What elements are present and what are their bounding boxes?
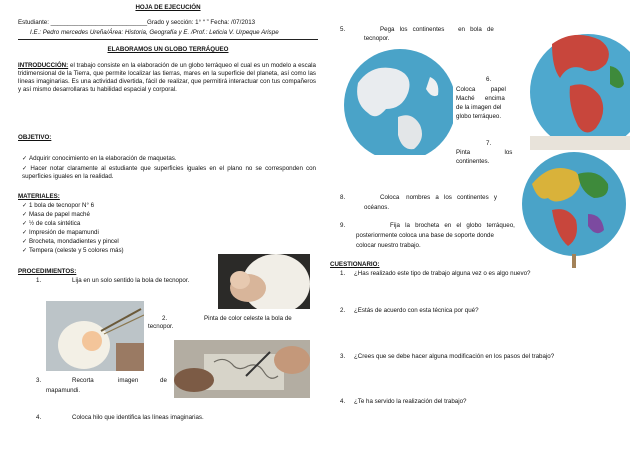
photo-finished-globe: [518, 150, 630, 272]
step-text: de: [160, 377, 167, 384]
activity-title: ELABORAMOS UN GLOBO TERRÁQUEO: [107, 46, 229, 53]
introduction-text: el trabajo consiste en la elaboración de un globo terráqueo el cual es un modelo a escala tridimensional de la Tierra, que permite localizar las tierras, mares en la superficie del planeta, así como las líneas imaginarias. Es una actividad divertida, fácil de realizar, que permitirá interactuar con tus compañeros y así mismo desarrollaras tu habilidad espacial y corporal.: [18, 62, 316, 93]
material-item: ✓ Masa de papel maché: [22, 211, 90, 220]
header-divider: [18, 39, 318, 40]
objective-item: ✓ Adquirir conocimiento en la elaboración de maquetas.: [22, 155, 314, 163]
question-text: ¿Te ha servido la realización del trabajo?: [354, 398, 467, 405]
objectives-label: OBJETIVO:: [18, 134, 52, 141]
step-number: 2.: [162, 315, 168, 322]
step-text: Coloca papel: [456, 86, 506, 93]
step-text: Recorta: [72, 377, 94, 384]
material-item: ✓ Tempera (celeste y 5 colores más): [22, 247, 124, 256]
step-text: mapamundi.: [46, 387, 81, 394]
step-number: 8.: [340, 194, 346, 201]
step-text: continentes.: [456, 158, 490, 165]
material-item: ✓ ½ de cola sintética: [22, 220, 80, 229]
step-number: 4.: [36, 414, 42, 421]
question-number: 1.: [340, 270, 346, 277]
question-number: 2.: [340, 307, 346, 314]
questionnaire-label: CUESTIONARIO:: [330, 261, 380, 268]
page-title: HOJA DE EJECUCIÓN: [135, 4, 201, 11]
question-text: ¿Has realizado este tipo de trabajo alguna vez o es algo nuevo?: [354, 270, 531, 277]
step-text: colocar nuestro trabajo.: [356, 242, 421, 249]
step-number: 5.: [340, 26, 346, 33]
photo-sanding-ball: [218, 254, 310, 309]
photo-painting-ball: [46, 301, 144, 371]
materials-label: MATERIALES:: [18, 193, 60, 200]
question-number: 4.: [340, 398, 346, 405]
step-number: 7.: [486, 140, 492, 147]
step-number: 1.: [36, 277, 42, 284]
material-item: ✓ Brocheta, mondadientes y pincel: [22, 238, 119, 247]
step-number: 3.: [36, 377, 42, 384]
step-number: 6.: [486, 76, 492, 83]
step-text: tecnopor.: [364, 35, 390, 42]
material-item: ✓ 1 bola de tecnopor N° 6: [22, 202, 94, 211]
step-text: posteriormente coloca una base de soporte donde: [356, 232, 494, 239]
photo-cutting-map: [174, 340, 310, 398]
step-text: Pinta los: [456, 149, 513, 156]
introduction-paragraph: [18, 62, 316, 94]
question-number: 3.: [340, 353, 346, 360]
step-text: océanos.: [364, 204, 390, 211]
step-number: 9.: [340, 222, 346, 229]
step-text: imagen: [118, 377, 139, 384]
question-text: ¿Estás de acuerdo con esta técnica por qué?: [354, 307, 479, 314]
step-text: Lija en un solo sentido la bola de tecnopor.: [72, 277, 190, 284]
step-text: Fija la brocheta en el globo terráqueo,: [390, 222, 515, 229]
photo-globe-papier-mache: [338, 47, 453, 155]
objective-item: ✓ Hacer notar claramente al estudiante que superficies iguales en el plano no se corresponden con superficies iguales en la realidad.: [22, 165, 316, 181]
introduction-label: INTRODUCCIÓN:: [18, 62, 69, 69]
student-info-line: Estudiante: ____________________________Grado y sección: 1° “ ” Fecha: /07/2013: [18, 19, 256, 26]
photo-globe-painted-continents: [530, 26, 630, 158]
procedures-label: PROCEDIMIENTOS:: [18, 268, 77, 275]
step-text: de la imagen del: [456, 104, 502, 111]
step-text: Coloca hilo que identifica las líneas imaginarias.: [72, 414, 204, 421]
school-info-line: I.E.: Pedro mercedes Ureña/Área: Historia, Geografía y E. /Prof.: Leticia V. Urpeque Arispe: [30, 29, 279, 36]
step-text: Coloca nombres a los continentes y: [380, 194, 497, 201]
step-text: Pega los continentes en bola de: [380, 26, 494, 33]
step-text: globo terráqueo.: [456, 113, 502, 120]
material-item: ✓ Impresión de mapamundi: [22, 229, 99, 238]
step-text: Pinta de color celeste la bola de tecnopor.: [148, 315, 292, 330]
question-text: ¿Crees que se debe hacer alguna modificación en los pasos del trabajo?: [354, 353, 555, 360]
step-text: Maché encima: [456, 95, 505, 102]
